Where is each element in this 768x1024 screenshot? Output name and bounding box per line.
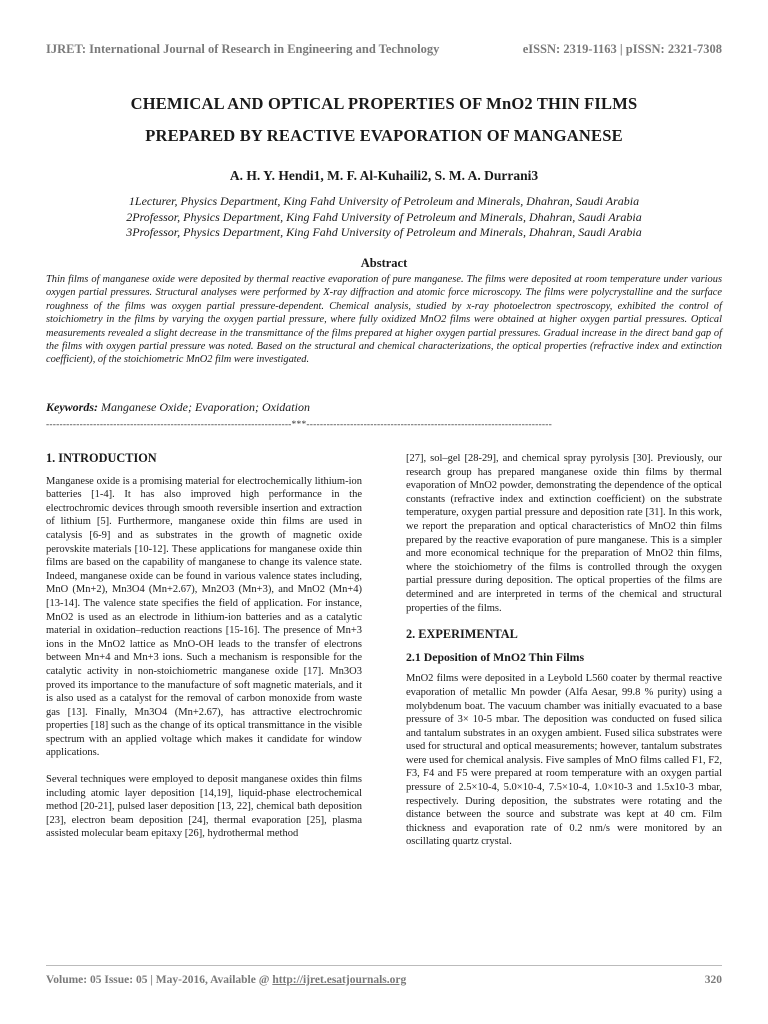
- journal-name: IJRET: International Journal of Research in Engineering and Technology: [46, 42, 440, 56]
- paper-title: [40, 88, 728, 152]
- intro-paragraph-1: Manganese oxide is a promising material for electrochemically lithium-ion batteries [1-4]. It has also improved high performance in the electrochromic devices through smooth reversible insertion and extraction of lithium [5]. Furthermore, manganese oxide thin films are used in catalysis [6-9] and as substrates in the growth of magnetic oxide perovskite materials [10-12]. These applications for manganese oxide thin films are based on the capability of manganese to change its valence state. Indeed, manganese oxide can be found in various valence states including, MnO (Mn+2), Mn3O4 (Mn+2.67), Mn2O3 (Mn+3), and MnO2 (Mn+4) [13-14]. The valence state specifies the field of application. For instance, MnO2 is used as an electrode in lithium-ion batteries and as a catalytic material in oxidation–reduction reactions [15-16]. The presence of Mn+3 ions in the MnO2 lattice as MnO-OH leads to the transfer of electrons between Mn+4 and Mn+3 ions. Such a mechanism is responsible for the catalytic activity in non-stoichiometric manganese oxide [17]. Mn3O3 proved its importance to the manufacture of soft magnetic materials, and it is also used as a catalyst for the removal of carbon monoxide from waste gas [13]. Finally, Mn3O4 (Mn+2.67), has attractive electrochromic properties [18] such as the change of its optical transmittance in the visible spectrum with an applied voltage which makes it candidate for window applications.: [46, 475, 362, 759]
- left-column: [46, 452, 362, 841]
- page-number: 320: [704, 974, 722, 986]
- right-column: [406, 452, 722, 849]
- keywords: [46, 400, 310, 415]
- separator: -------------------------------------------------------------------------***-------------------------------------------------------------------------: [46, 420, 552, 430]
- page-header: [46, 42, 722, 57]
- footer-volume: [46, 974, 406, 986]
- affiliation-3: 3Professor, Physics Department, King Fahd University of Petroleum and Minerals, Dhahran, Saudi Arabia: [126, 225, 642, 239]
- intro-paragraph-3: [27], sol–gel [28-29], and chemical spray pyrolysis [30]. Previously, our research group has prepared manganese oxide thin films by thermal evaporation of MnO2 powder, demonstrating the dependence of the optical constants (refractive index and extinction coefficient) on the substrate temperature, oxygen partial pressure and deposition rate [31]. In this work, we report the preparation and optical characteristics of MnO2 thin films prepared by the reactive evaporation of pure manganese. This is a simpler and more economical technique for the preparation of MnO2 thin films, where the stoichiometry of the films is controlled through the oxygen partial pressure during deposition. The optical properties of the films are determined and are interpreted in terms of the chemical and structural properties of the films.: [406, 453, 722, 614]
- keywords-label: Keywords:: [46, 400, 98, 414]
- footer-volume-text: Volume: 05 Issue: 05 | May-2016, Available @: [46, 974, 273, 986]
- affiliation-2: 2Professor, Physics Department, King Fahd University of Petroleum and Minerals, Dhahran, Saudi Arabia: [126, 209, 642, 224]
- affiliation-1: 1Lecturer, Physics Department, King Fahd University of Petroleum and Minerals, Dhahran, Saudi Arabia: [128, 194, 640, 208]
- page-footer: [46, 974, 722, 986]
- abstract-heading: Abstract: [360, 256, 408, 270]
- subsection-heading-deposition: 2.1 Deposition of MnO2 Thin Films: [406, 649, 585, 664]
- affiliations: [40, 194, 728, 241]
- footer-divider: [46, 965, 722, 966]
- issn: eISSN: 2319-1163 | pISSN: 2321-7308: [522, 42, 722, 56]
- section-heading-introduction: 1. INTRODUCTION: [46, 451, 157, 465]
- journal-url-link[interactable]: http://ijret.esatjournals.org: [272, 974, 407, 986]
- authors: A. H. Y. Hendi1, M. F. Al-Kuhaili2, S. M. A. Durrani3: [229, 168, 539, 183]
- section-heading-experimental: 2. EXPERIMENTAL: [406, 627, 518, 642]
- experimental-paragraph-1: MnO2 films were deposited in a Leybold L560 coater by thermal reactive evaporation of metallic Mn powder (Alfa Aesar, 99.8 % purity) using a molybdenum boat. The vacuum chamber was initially evacuated to a base pressure of 3× 10-5 mbar. The deposition was conducted on fused silica and tantalum substrates in an oxygen ambient. Fused silica substrates were used for structural and optical measurements; however, tantalum substrates were used for chemical analysis. Five samples of MnO films called F1, F2, F3, F4 and F5 were prepared at room temperature with an oxygen partial pressure of 2.5×10-4, 5.0×10-4, 7.5×10-4, 1.0×10-3 and 1.5x10-3 mbar, respectively. During deposition, the substrates were rotating and the distance between the source and substrate was kept at 40 cm. Film thickness and evaporation rate of 0.2 nm/s were monitored by an oscillating quartz crystal.: [406, 673, 722, 848]
- title-line-2: PREPARED BY REACTIVE EVAPORATION OF MANGANESE: [145, 126, 623, 145]
- abstract-text: Thin films of manganese oxide were deposited by thermal reactive evaporation of pure manganese. The films were deposited at room temperature under various oxygen partial pressures. Structural analyses were performed by X-ray diffraction and atomic force microscopy. The films were polycrystalline and the surface roughness of the films was oxygen partial pressure-dependent. Chemical analysis, studied by x-ray photoelectron spectroscopy, exhibited the control of stoichiometry in the films by varying the oxygen partial pressure, where fully oxidized MnO2 films were obtained at higher oxygen partial pressures. Optical measurements revealed a slight decrease in the transmittance of the films prepared at higher oxygen partial pressures. Gradual increase in the direct band gap of the films with oxygen partial pressure was noted. Based on the structural and chemical characterizations, the optical properties (refractive index and extinction coefficient), of the stoichiometric MnO2 film were investigated.: [46, 274, 722, 366]
- intro-paragraph-2: Several techniques were employed to deposit manganese oxides thin films including atomic layer deposition [14,19], liquid-phase electrochemical method [20-21], pulsed laser deposition [13, 22], chemical bath deposition [23], electron beam deposition [24], thermal evaporation [25], plasma assisted molecular beam epitaxy [26], hydrothermal method: [46, 774, 362, 840]
- keywords-text: Manganese Oxide; Evaporation; Oxidation: [101, 400, 310, 414]
- title-line-1: CHEMICAL AND OPTICAL PROPERTIES OF MnO2 THIN FILMS: [130, 94, 638, 113]
